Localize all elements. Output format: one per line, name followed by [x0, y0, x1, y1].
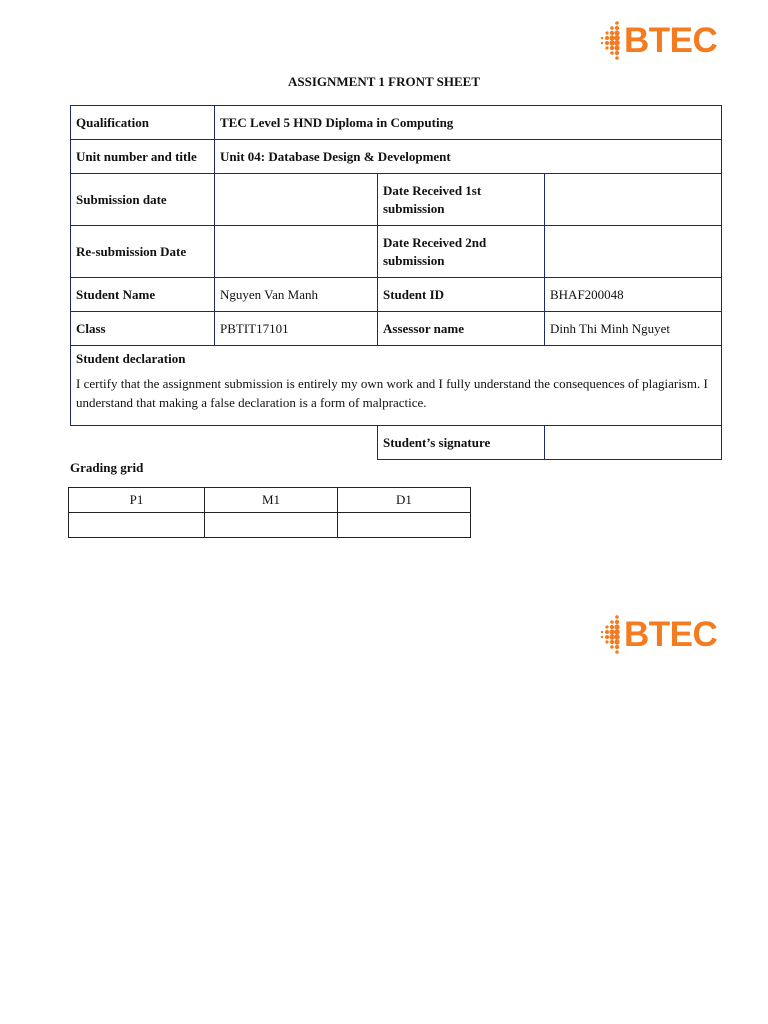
table-row — [71, 426, 722, 460]
grade-header-m1: M1 — [205, 488, 338, 513]
table-row — [69, 513, 471, 538]
submission-date-field[interactable] — [215, 174, 378, 226]
grade-cell-p1[interactable] — [69, 513, 205, 538]
grade-header-p1: P1 — [69, 488, 205, 513]
assessor-label: Assessor name — [378, 312, 545, 346]
front-sheet-table — [70, 105, 722, 460]
page-title: ASSIGNMENT 1 FRONT SHEET — [287, 74, 481, 89]
student-id-label: Student ID — [378, 278, 545, 312]
table-row — [71, 174, 722, 226]
dot-matrix-icon — [600, 614, 622, 654]
logo-wordmark: BTEC — [624, 614, 718, 654]
student-declaration — [71, 346, 722, 426]
grade-header-d1: D1 — [338, 488, 471, 513]
table-row — [71, 106, 722, 140]
declaration-title: Student declaration — [76, 351, 186, 366]
grading-grid-table — [68, 487, 471, 538]
signature-spacer — [71, 426, 378, 460]
resubmission-date-field[interactable] — [215, 226, 378, 278]
assessor-value: Dinh Thi Minh Nguyet — [545, 312, 722, 346]
table-row — [71, 226, 722, 278]
signature-field[interactable] — [545, 426, 722, 460]
date-received-2nd-label: Date Received 2nd submission — [378, 226, 545, 278]
date-received-1st-field[interactable] — [545, 174, 722, 226]
grading-grid-label: Grading grid — [70, 460, 144, 475]
student-id-value: BHAF200048 — [545, 278, 722, 312]
student-name-value: Nguyen Van Manh — [215, 278, 378, 312]
class-value: PBTIT17101 — [215, 312, 378, 346]
student-name-label: Student Name — [71, 278, 215, 312]
unit-value: Unit 04: Database Design & Development — [215, 140, 722, 174]
resubmission-date-label: Re-submission Date — [71, 226, 215, 278]
table-row — [69, 488, 471, 513]
qualification-value: TEC Level 5 HND Diploma in Computing — [215, 106, 722, 140]
btec-logo-bottom — [600, 614, 717, 654]
btec-logo-top — [600, 20, 717, 60]
dot-matrix-icon — [600, 20, 622, 60]
submission-date-label: Submission date — [71, 174, 215, 226]
table-row — [71, 346, 722, 426]
table-row — [71, 278, 722, 312]
table-row — [71, 140, 722, 174]
unit-label: Unit number and title — [71, 140, 215, 174]
logo-wordmark: BTEC — [624, 20, 718, 60]
class-label: Class — [71, 312, 215, 346]
qualification-label: Qualification — [71, 106, 215, 140]
date-received-1st-label: Date Received 1st submission — [378, 174, 545, 226]
date-received-2nd-field[interactable] — [545, 226, 722, 278]
declaration-text: I certify that the assignment submission is entirely my own work and I fully understand the consequences of plagiarism. I understand that making a false declaration is a form of malpractice. — [76, 376, 708, 410]
table-row — [71, 312, 722, 346]
grade-cell-m1[interactable] — [205, 513, 338, 538]
signature-label: Student’s signature — [378, 426, 545, 460]
grade-cell-d1[interactable] — [338, 513, 471, 538]
